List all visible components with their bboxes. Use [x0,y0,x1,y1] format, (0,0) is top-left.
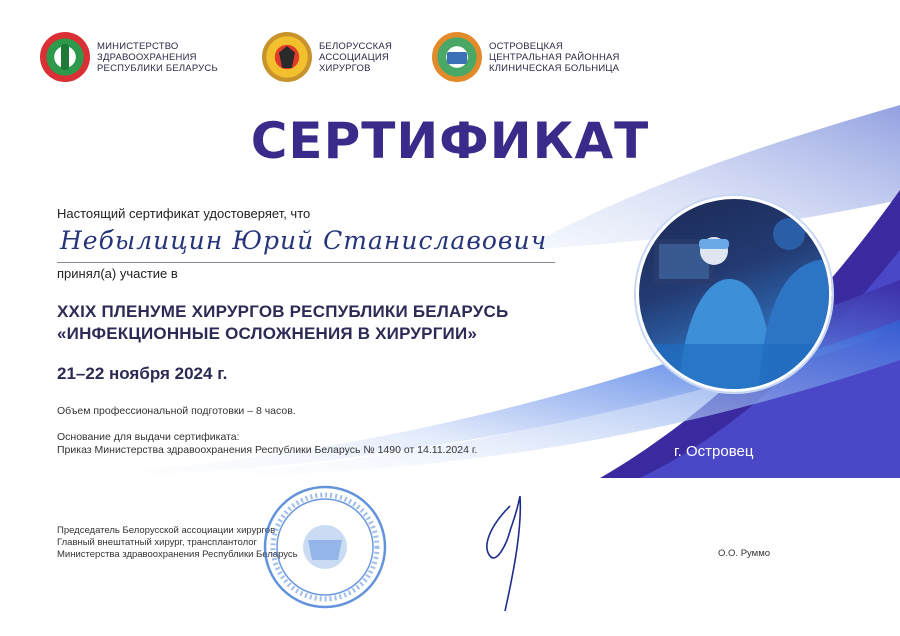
hospital-emblem-icon [432,32,482,82]
position-line: Председатель Белорусской ассоциации хирургов [57,525,276,536]
event-dates: 21–22 ноября 2024 г. [57,364,228,383]
org-name: ОСТРОВЕЦКАЯ ЦЕНТРАЛЬНАЯ РАЙОННАЯ КЛИНИЧЕСКАЯ БОЛЬНИЦА [489,40,620,74]
basis-label: Основание для выдачи сертификата: [57,431,240,443]
recipient-name: Небылицин Юрий Станиславович [60,226,548,255]
issuance-basis [57,431,477,457]
official-stamp-icon [260,482,390,612]
org-hospital [432,32,620,82]
intro-text: Настоящий сертификат удостоверяет, что [57,206,311,221]
participation-text: принял(а) участие в [57,266,178,281]
ministry-health-emblem-icon [40,32,90,82]
event-title [57,301,508,345]
basis-text: Приказ Министерства здравоохранения Республики Беларусь № 1490 от 14.11.2024 г. [57,444,478,456]
surgeons-illustration [639,199,829,389]
position-line: Главный внештатный хирург, трансплантолог [57,537,257,548]
certificate-title: СЕРТИФИКАТ [250,112,650,170]
signer-name: О.О. Руммо [718,548,771,559]
surgeons-association-emblem-icon [262,32,312,82]
surgery-photo [636,196,832,392]
signature-icon [470,486,550,616]
org-name: МИНИСТЕРСТВО ЗДРАВООХРАНЕНИЯ РЕСПУБЛИКИ БЕЛАРУСЬ [97,40,218,74]
event-title-line2: «ИНФЕКЦИОННЫЕ ОСЛОЖНЕНИЯ В ХИРУРГИИ» [57,324,478,343]
org-name: БЕЛОРУССКАЯ АССОЦИАЦИЯ ХИРУРГОВ [319,40,393,74]
name-underline [57,262,555,263]
position-line: Министерства здравоохранения Республики Беларусь [57,549,298,560]
event-title-line1: XXIX ПЛЕНУМЕ ХИРУРГОВ РЕСПУБЛИКИ БЕЛАРУСЬ [57,302,509,321]
city-label: г. Островец [674,443,754,460]
org-surgeons-association [262,32,392,82]
org-ministry-of-health [40,32,218,82]
training-volume: Объем профессиональной подготовки – 8 часов. [57,405,296,417]
